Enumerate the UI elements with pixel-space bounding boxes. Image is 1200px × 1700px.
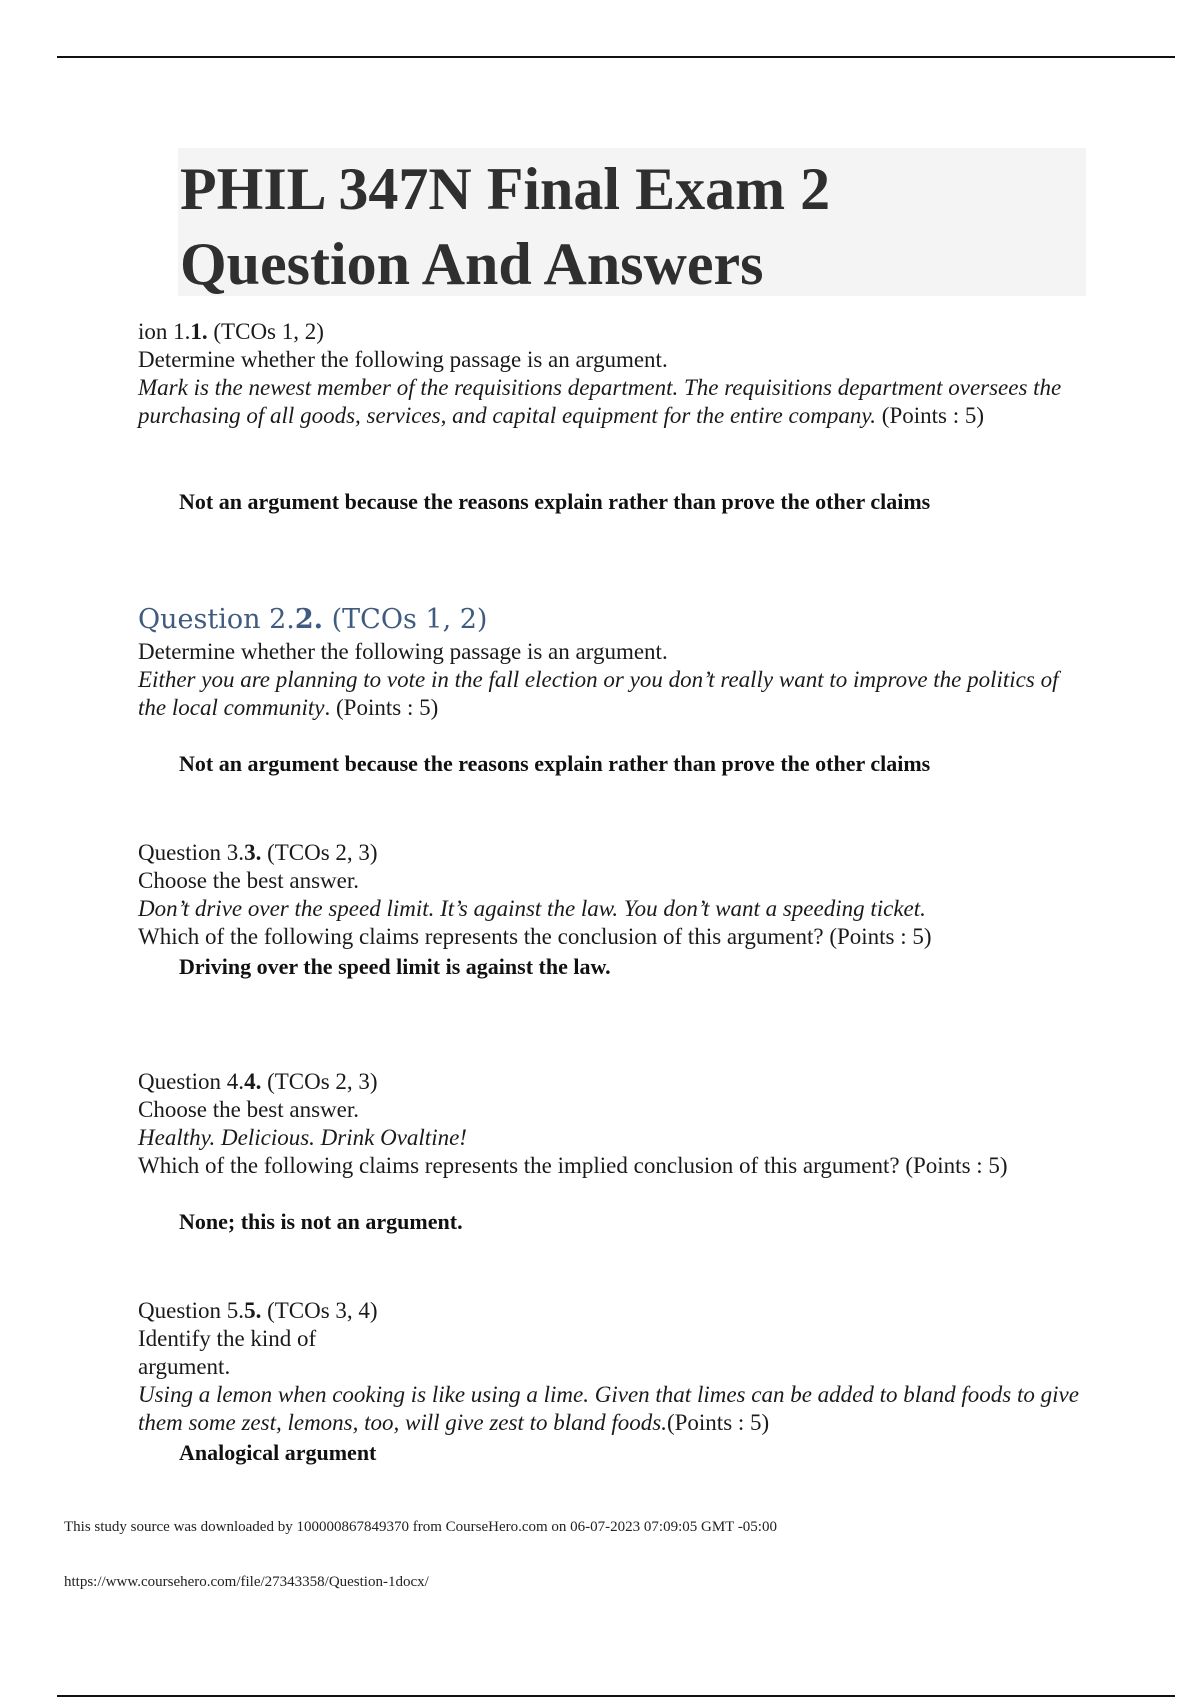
title-line-2: Question And Answers [180,231,764,297]
question-2-header: Question 2.2. (TCOs 1, 2) [138,604,488,635]
question-3-prompt: Which of the following claims represents the conclusion of this argument? (Points : 5) [138,924,932,949]
download-source-note: This study source was downloaded by 100000867849370 from CourseHero.com on 06-07-2023 07:09:05 GMT -05:00 [64,1519,777,1535]
question-2 [138,602,1088,722]
question-4-header: Question 4.4. (TCOs 2, 3) [138,1069,378,1094]
question-5-answer: Analogical argument [179,1440,377,1465]
question-2-answer: Not an argument because the reasons explain rather than prove the other claims [179,751,931,776]
question-2-passage: Either you are planning to vote in the fall election or you don’t really want to improve the politics of the local community. (Points : 5) [138,667,1059,720]
question-5-header: Question 5.5. (TCOs 3, 4) [138,1298,378,1323]
question-4-answer: None; this is not an argument. [179,1209,463,1234]
question-1-instruction: Determine whether the following passage is an argument. [138,347,668,372]
document-title [180,152,830,302]
question-1 [138,318,1088,430]
question-1-header: ion 1.1. (TCOs 1, 2) [138,319,324,344]
question-4-instruction: Choose the best answer. [138,1097,360,1122]
question-5-passage: Using a lemon when cooking is like using a lime. Given that limes can be added to bland foods to give them some zest, lemons, too, will give zest to bland foods.(Points : 5) [138,1382,1079,1435]
question-1-passage: Mark is the newest member of the requisitions department. The requisitions department oversees the purchasing of all goods, services, and capital equipment for the entire company. (Points : 5) [138,375,1062,428]
question-3-answer: Driving over the speed limit is against the law. [179,954,611,979]
question-5 [138,1297,1088,1437]
question-1-answer: Not an argument because the reasons explain rather than prove the other claims [179,489,931,514]
question-4 [138,1068,1088,1180]
source-url[interactable]: https://www.coursehero.com/file/27343358/Question-1docx/ [64,1574,429,1590]
bottom-rule [57,1695,1175,1697]
title-line-1: PHIL 347N Final Exam 2 [180,156,831,222]
question-3-header: Question 3.3. (TCOs 2, 3) [138,840,378,865]
question-3-instruction: Choose the best answer. [138,868,360,893]
question-3-passage: Don’t drive over the speed limit. It’s against the law. You don’t want a speeding ticket. [138,896,926,921]
question-2-instruction: Determine whether the following passage is an argument. [138,639,668,664]
question-4-passage: Healthy. Delicious. Drink Ovaltine! [138,1125,467,1150]
question-3 [138,839,1088,951]
question-5-instruction-2: argument. [138,1354,231,1379]
top-rule [57,56,1175,58]
question-4-prompt: Which of the following claims represents the implied conclusion of this argument? (Points : 5) [138,1153,1008,1178]
question-5-instruction-1: Identify the kind of [138,1326,317,1351]
